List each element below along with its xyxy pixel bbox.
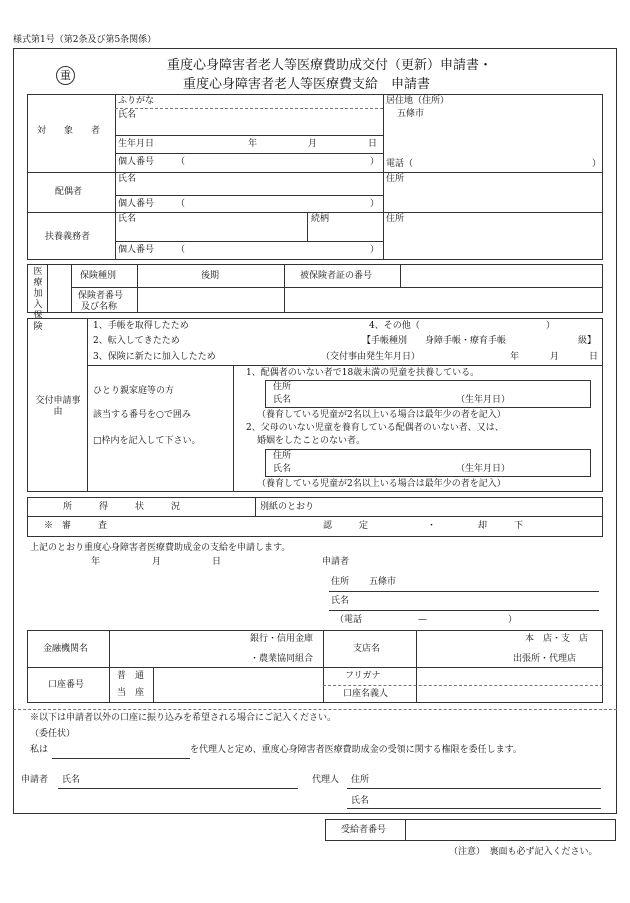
single-parent-case-2b: 婚姻をしたことのない者。 [257,436,366,446]
supporter-name-label: 氏名 [118,214,137,224]
case-1-box [265,380,591,408]
case-2-box [265,449,591,477]
single-parent-label: ひとり親家庭等の方 [93,386,175,396]
income-value: 別紙のとおり [260,502,315,512]
supporter-relation-label: 続柄 [311,214,330,224]
approve-label: 認 定 [323,521,369,531]
insurance-label: 医療加入保険 [33,267,43,332]
subject-address-label: 居住地（住所） [386,96,450,106]
insurer-number-label: 保険者番号 [78,291,124,301]
furigana-label: ふりがな [118,96,155,106]
account-furigana-label: フリガナ [345,671,381,681]
supporter-label: 扶養義務者 [45,232,91,242]
case-2-note: （養育している児童が2名以上いる場合は最年少の者を記入） [257,479,506,489]
single-parent-case-1: 1、配偶者のいない者で18歳未満の児童を扶養している。 [246,368,480,378]
form-number: 様式第1号（第2条及び第5条関係） [13,35,157,45]
case-1-note: （養育している児童が2名以上いる場合は最年少の者を記入） [257,410,506,420]
subject-name-label: 氏名 [118,110,137,120]
proxy-applicant-label: 申請者 [21,775,49,785]
subject-block [27,94,603,260]
applicant-label: 申請者 [322,557,350,567]
supporter-mynumber-label: 個人番号 [118,245,155,255]
reason-1: 1、手帳を取得したため [93,321,189,331]
single-parent-case-2a: 2、父母のいない児童を養育している配偶者のいない者、又は、 [246,423,504,433]
insured-number-label: 被保険者証の番号 [300,271,373,281]
applicant-city: 五條市 [369,577,397,587]
spouse-label: 配偶者 [55,187,83,197]
reject-label: 却 下 [478,521,524,531]
notebook-type: 【手帳種別 身障手帳・療育手帳 [362,336,507,346]
account-holder-label: 口座名義人 [343,689,389,699]
footer-note: （注意） 裏面も必ず記入ください。 [449,847,598,857]
spouse-address-label: 住所 [386,174,405,184]
subject-mynumber-label: 個人番号 [118,157,155,167]
subject-address-city: 五條市 [397,109,425,119]
reason-2: 2、転入してきたため [93,336,180,346]
subject-phone-label: 電話（ [386,159,414,169]
reason-label: 交付申請事 由 [35,396,90,417]
circle-instruction: 該当する番号を○で囲み [93,410,191,420]
reason-date-label: （交付事由発生年月日） [321,352,421,362]
bank-name-label: 金融機関名 [43,644,89,654]
subject-label: 対 象 者 [37,126,101,136]
box-instruction: □枠内を記入して下さい。 [93,436,201,446]
proxy-notice: ※以下は申請者以外の口座に振り込みを希望される場合にご記入ください。 [30,713,337,723]
branch-label: 支店名 [353,644,381,654]
spouse-name-label: 氏名 [118,174,137,184]
reason-4: 4、その他（ [369,321,420,331]
seal-mark: 重 [56,66,75,85]
account-number-label: 口座番号 [48,680,85,690]
income-label: 所 得 状 況 [63,502,181,512]
birth-label: 生年月日 [118,139,155,149]
review-label: ※ 審 査 [44,521,108,531]
proxy-agent-label: 代理人 [312,775,340,785]
declaration-text: 上記のとおり重度心身障害者医療費助成金の支給を申請します。 [30,543,291,553]
title-line-2: 重度心身障害者老人等医療費支給 申請書 [183,77,431,92]
supporter-address-label: 住所 [386,214,405,224]
spouse-mynumber-label: 個人番号 [118,199,155,209]
reason-3: 3、保険に新たに加入したため [93,352,216,362]
title-line-1: 重度心身障害者老人等医療費助成交付（更新）申請書・ [167,58,493,73]
insurer-name-label: 及び名称 [81,302,118,312]
recipient-number-label: 受給者番号 [341,825,387,835]
proxy-heading: （委任状） [30,729,76,739]
proxy-text: を代理人と定め、重度心身障害者医療費助成金の受領に関する権限を委任します。 [190,745,522,755]
insurance-late-stage: 後期 [201,271,220,281]
insurance-type-label: 保険種別 [80,271,117,281]
